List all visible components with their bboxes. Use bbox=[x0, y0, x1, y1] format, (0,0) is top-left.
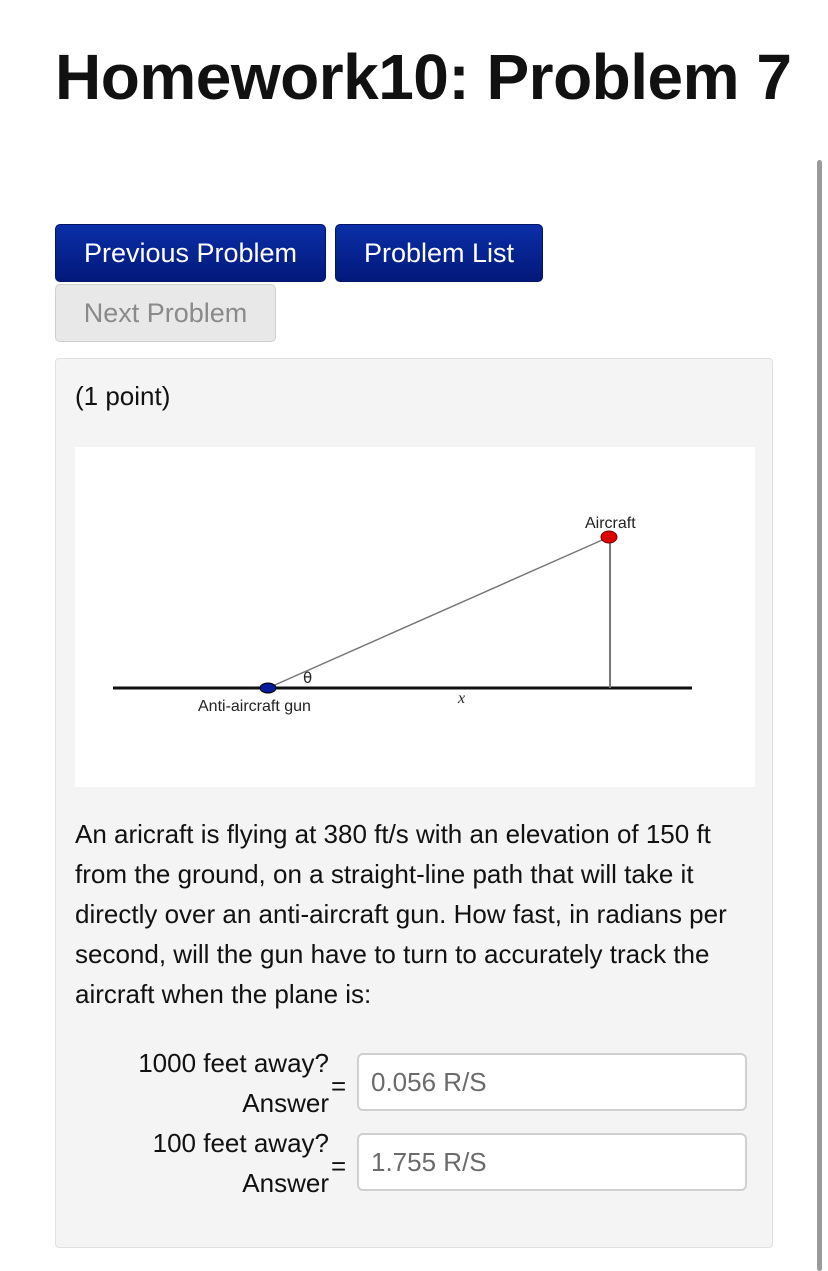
problem-list-button[interactable]: Problem List bbox=[335, 224, 543, 282]
previous-problem-button[interactable]: Previous Problem bbox=[55, 224, 326, 282]
distance-label: x bbox=[458, 690, 466, 707]
aircraft-dot bbox=[601, 531, 617, 543]
problem-panel bbox=[55, 358, 773, 1248]
problem-figure bbox=[75, 447, 755, 787]
line-of-sight bbox=[268, 537, 609, 688]
answer-1-input[interactable] bbox=[357, 1053, 747, 1111]
scrollbar[interactable] bbox=[817, 160, 822, 1271]
page-title: Homework10: Problem 7 bbox=[55, 41, 792, 113]
answer-1-equals: = bbox=[331, 1071, 347, 1101]
answer-2-word: Answer bbox=[242, 1168, 329, 1198]
gun-dot bbox=[260, 683, 276, 693]
aircraft-label: Aircraft bbox=[585, 515, 636, 532]
answer-1-question: 1000 feet away? bbox=[138, 1048, 329, 1078]
points-label: (1 point) bbox=[75, 381, 171, 411]
problem-text: An aricraft is flying at 380 ft/s with an elevation of 150 ft from the ground, on a straight-line path that will take it directly over an anti-aircraft gun. How fast, in radians per second, will the gun have to turn to accurately track the aircraft when the plane is: bbox=[75, 819, 727, 1009]
aircraft-diagram bbox=[75, 447, 755, 787]
answer-2-equals: = bbox=[331, 1151, 347, 1181]
answer-1-word: Answer bbox=[242, 1088, 329, 1118]
answer-2-label bbox=[153, 1123, 329, 1203]
answer-2-input[interactable] bbox=[357, 1133, 747, 1191]
angle-label: θ bbox=[303, 669, 313, 687]
next-problem-button: Next Problem bbox=[55, 284, 276, 342]
answer-1-label bbox=[138, 1043, 329, 1123]
answer-2-question: 100 feet away? bbox=[152, 1128, 329, 1158]
gun-label: Anti-aircraft gun bbox=[198, 698, 311, 715]
